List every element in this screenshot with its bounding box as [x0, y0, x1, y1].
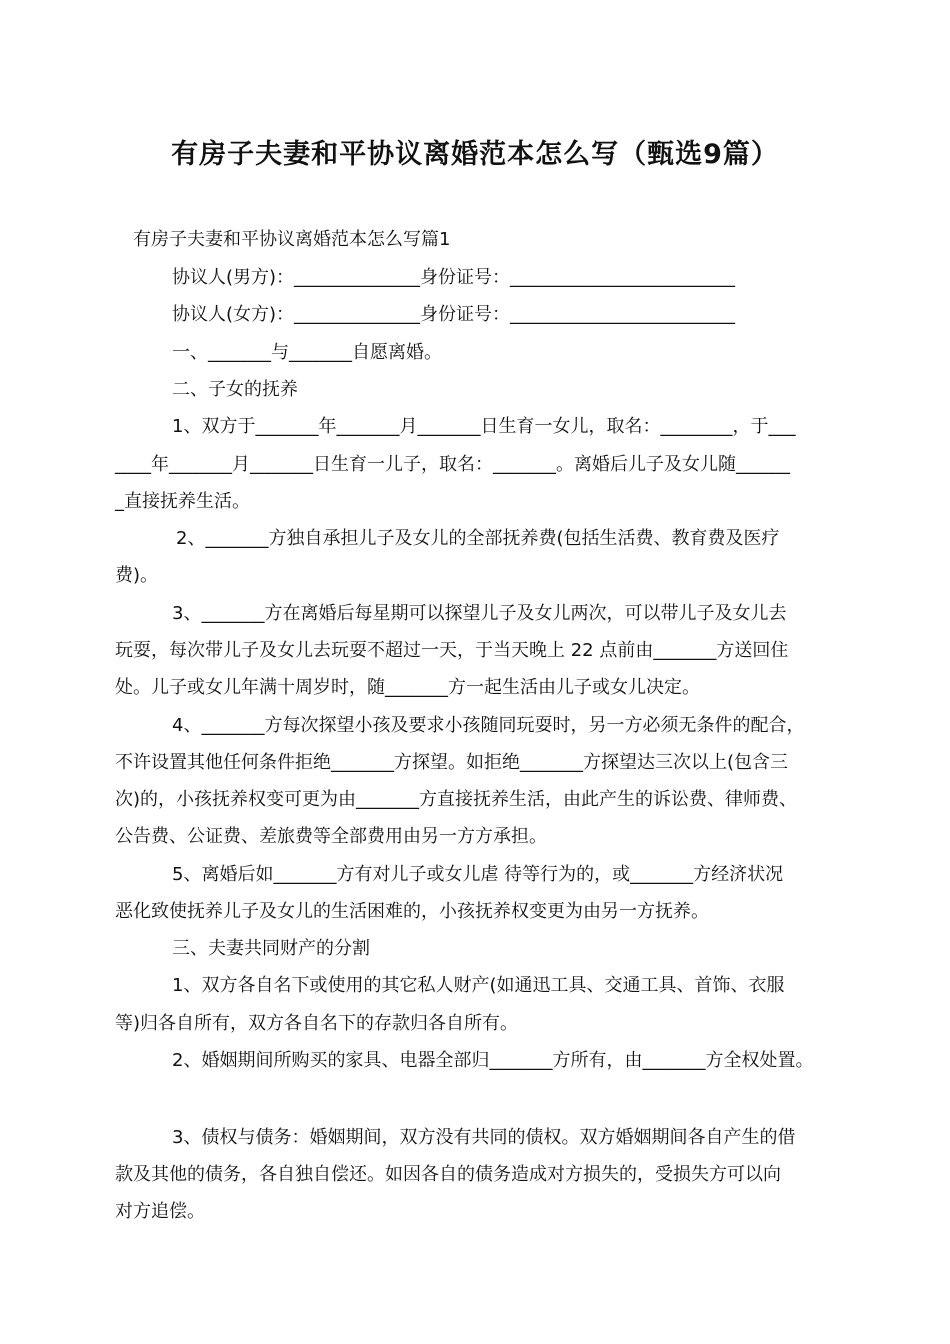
paragraph-line: 次)的，小孩抚养权变可更为由_______方直接抚养生活，由此产生的诉讼费、律师费、: [115, 789, 798, 810]
paragraph-line: 二、子女的抚养: [172, 379, 298, 400]
paragraph-line: 三、夫妻共同财产的分割: [172, 938, 370, 959]
paragraph-line: 1、双方于_______年_______月_______日生育一女儿，取名：________，于___: [172, 416, 796, 437]
paragraph-line: 1、双方各自名下或使用的其它私人财产(如通迅工具、交通工具、首饰、衣服: [172, 975, 785, 996]
paragraph-line: 不许设置其他任何条件拒绝_______方探望。如拒绝_______方探望达三次以上(包含三: [115, 752, 789, 773]
paragraph-line: 公告费、公证费、差旅费等全部费用由另一方方承担。: [115, 826, 547, 847]
paragraph-line: 恶化致使抚养儿子及女儿的生活困难的，小孩抚养权变更为由另一方抚养。: [115, 901, 709, 922]
paragraph-line: _直接抚养生活。: [115, 491, 250, 512]
paragraph-line: 3、_______方在离婚后每星期可以探望儿子及女儿两次，可以带儿子及女儿去: [172, 603, 787, 624]
paragraph-line: 2、_______方独自承担儿子及女儿的全部抚养费(包括生活费、教育费及医疗: [176, 528, 780, 549]
paragraph-line: 处。儿子或女儿年满十周岁时，随_______方一起生活由儿子或女儿决定。: [115, 677, 700, 698]
paragraph-line: 等)归各自所有，双方各自名下的存款归各自所有。: [115, 1013, 519, 1034]
paragraph-line: 2、婚姻期间所购买的家具、电器全部归_______方所有，由_______方全权处置。: [172, 1050, 814, 1071]
paragraph-line: 对方追偿。: [115, 1201, 205, 1222]
paragraph-line: 5、离婚后如_______方有对儿子或女儿虐 待等行为的，或_______方经济状况: [172, 864, 784, 885]
paragraph-line: 协议人(男方)：______________身份证号：_________________________: [172, 267, 736, 288]
paragraph-line: 玩耍，每次带儿子及女儿去玩耍不超过一天，于当天晚上 22 点前由_______方送回住: [115, 640, 789, 661]
paragraph-line: 款及其他的债务，各自独自偿还。如因各自的债务造成对方损失的，受损失方可以向: [115, 1164, 781, 1185]
paragraph-line: 3、债权与债务：婚姻期间，双方没有共同的债权。双方婚姻期间各自产生的借: [172, 1127, 796, 1148]
paragraph-line: 一、_______与_______自愿离婚。: [172, 342, 442, 363]
paragraph-line: ____年_______月_______日生育一儿子，取名：_______。离婚后儿子及女儿随______: [115, 454, 790, 475]
paragraph-line: 费)。: [115, 565, 159, 586]
paragraph-line: 4、_______方每次探望小孩及要求小孩随同玩耍时，另一方必须无条件的配合，: [172, 715, 805, 736]
document-title: 有房子夫妻和平协议离婚范本怎么写（甄选9篇）: [171, 139, 779, 170]
paragraph-line: 协议人(女方)：______________身份证号：_________________________: [172, 304, 736, 325]
section-heading: 有房子夫妻和平协议离婚范本怎么写篇1: [133, 229, 451, 250]
